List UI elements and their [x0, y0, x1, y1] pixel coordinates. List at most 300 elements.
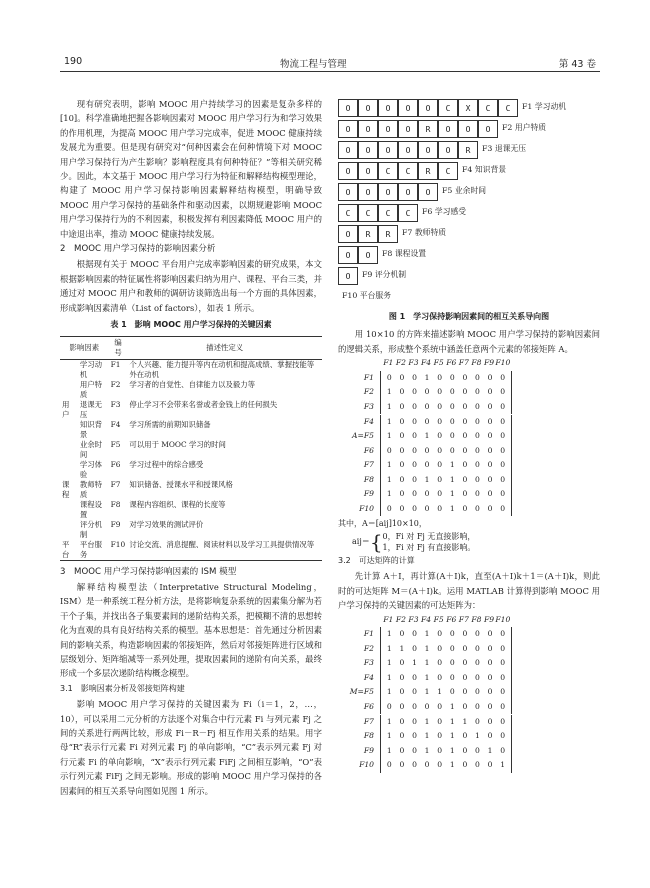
- matrix-row: [338, 729, 600, 744]
- matrix-row-label: F4: [363, 672, 374, 682]
- table-header-code: 编号: [109, 336, 128, 359]
- page-header: [60, 56, 600, 72]
- journal-name: 物流工程与管理: [280, 59, 347, 70]
- matrix-cell: 0: [475, 474, 480, 484]
- table-cell-desc: 学习所需的前期知识储备: [129, 419, 211, 429]
- matrix-cell: 0: [487, 401, 493, 411]
- table-cell-desc: 学习过程中的综合感受: [129, 459, 204, 469]
- matrix-cell: 1: [386, 716, 392, 726]
- matrix-row: [338, 744, 600, 759]
- table-header-factor: 影响因素: [60, 336, 109, 359]
- matrix-row: [338, 400, 600, 415]
- matrix-cell: 0: [462, 387, 468, 397]
- table-cell-desc: 知识储备、授课水平和授课风格: [129, 479, 233, 489]
- matrix-cell: 1: [424, 687, 430, 697]
- matrix-cell: 0: [475, 687, 480, 697]
- table-cell-code: F10: [110, 539, 126, 549]
- matrix-col-label: F6: [446, 358, 457, 368]
- table-row: [60, 520, 322, 540]
- matrix-cell: 0: [412, 629, 417, 639]
- matrix-cell: 0: [475, 702, 480, 712]
- matrix-cell: 0: [449, 629, 455, 639]
- matrix-col-label: F8: [471, 358, 482, 368]
- matrix-cell: 0: [462, 445, 468, 455]
- matrix-row: [338, 715, 600, 730]
- table-cell-group: 用户: [62, 399, 70, 419]
- matrix-row-label: F6: [363, 445, 374, 455]
- matrix-cell: 0: [412, 401, 417, 411]
- matrix-cell: 1: [449, 745, 455, 755]
- matrix-cell: 0: [437, 716, 443, 726]
- matrix-row-label: F2: [363, 387, 374, 397]
- matrix-cell: 0: [412, 431, 417, 441]
- table-row: [60, 440, 322, 460]
- matrix-cell: 0: [487, 702, 493, 712]
- matrix-row-label: F9: [363, 489, 374, 499]
- matrix-col-label: F9: [483, 358, 495, 368]
- matrix-col-label: F2: [395, 614, 406, 624]
- table-cell-group: [60, 380, 78, 400]
- matrix-col-label: F6: [446, 614, 457, 624]
- matrix-cell: 0: [386, 372, 392, 382]
- aij-case-0: 0，Fi 对 Fj 无直接影响，: [382, 531, 476, 541]
- table-cell-factor: 用户特质: [79, 379, 103, 399]
- ism-row: [338, 265, 600, 286]
- matrix-cell: 1: [462, 716, 468, 726]
- matrix-cell: 1: [386, 474, 392, 484]
- ism-cell: O: [378, 99, 398, 117]
- table-cell-group: [60, 440, 78, 460]
- matrix-cell: 0: [475, 643, 480, 653]
- ism-cell: C: [378, 204, 398, 222]
- table-cell-code: F7: [110, 479, 121, 489]
- ism-factor-label: F3 退课无压: [482, 144, 527, 154]
- ism-row: [338, 118, 600, 139]
- ism-relation-diagram: [338, 97, 600, 307]
- ism-row: [338, 223, 600, 244]
- ism-factor-label: F4 知识背景: [462, 165, 507, 175]
- matrix-cell: 0: [412, 504, 417, 514]
- matrix-cell: 0: [399, 504, 405, 514]
- matrix-row: [338, 502, 600, 517]
- matrix-cell: 0: [475, 760, 480, 770]
- table-row: [60, 540, 322, 561]
- matrix-cell: 0: [386, 760, 392, 770]
- ism-cell: O: [398, 99, 418, 117]
- matrix-cell: 0: [399, 731, 405, 741]
- matrix-cell: 1: [449, 474, 455, 484]
- matrix-cell: 0: [399, 687, 405, 697]
- matrix-col-label: F10: [495, 358, 511, 368]
- matrix-cell: 0: [475, 445, 480, 455]
- ism-cell: R: [458, 141, 478, 159]
- matrix-row-label: F8: [363, 731, 374, 741]
- matrix-row: [338, 671, 600, 686]
- table-cell-factor: 教师特质: [79, 479, 103, 499]
- matrix-row-label: F10: [359, 504, 374, 514]
- matrix-row-label: F9: [363, 745, 374, 755]
- matrix-cell: 1: [399, 643, 405, 653]
- matrix-cell: 1: [386, 643, 392, 653]
- ism-cell: O: [398, 120, 418, 138]
- matrix-cell: 1: [449, 760, 455, 770]
- section-3-2-paragraph: 先计算 A＋I，再计算(A＋I)k，直至(A＋I)k＋1＝(A＋I)k，则此时的可达矩阵 M＝(A＋I)k。运用 MATLAB 计算得到影响 MOOC 用户学习保持的关键因素的可达矩阵为：: [338, 571, 600, 611]
- table-cell-desc: 课程内容组织、课程的长度等: [129, 499, 226, 509]
- matrix-row: [338, 656, 600, 671]
- adjacency-matrix: [338, 356, 600, 516]
- matrix-cell: 0: [475, 416, 480, 426]
- matrix-row: [338, 642, 600, 657]
- matrix-col-label: F8: [471, 614, 482, 624]
- table-header-desc: 描述性定义: [127, 336, 322, 359]
- ism-cell: C: [498, 99, 518, 117]
- matrix-cell: 1: [424, 745, 430, 755]
- matrix-row-label: F7: [363, 716, 374, 726]
- figure-1-caption: 图 1 学习保持影响因素间的相互关系导向图: [388, 312, 550, 321]
- table-cell-code: F1: [110, 359, 121, 369]
- matrix-cell: 0: [424, 702, 430, 712]
- table-cell-factor: 学习动机: [79, 359, 103, 379]
- matrix-col-label: F7: [458, 614, 469, 624]
- matrix-cell: 0: [386, 504, 392, 514]
- matrix-cell: 1: [449, 702, 455, 712]
- matrix-row-label: F10: [359, 760, 374, 770]
- matrix-cell: 0: [449, 431, 455, 441]
- ism-cell: O: [338, 120, 358, 138]
- table-cell-desc: 停止学习不会带来名誉或者金钱上的任何损失: [129, 399, 278, 409]
- matrix-cell: 0: [437, 643, 443, 653]
- matrix-cell: 0: [462, 474, 468, 484]
- section-2-heading: 2 MOOC 用户学习保持的影响因素分析: [60, 244, 216, 255]
- matrix-row: [338, 685, 600, 700]
- matrix-row: [338, 371, 600, 386]
- matrix-row: [338, 758, 600, 773]
- matrix-cell: 1: [449, 460, 455, 470]
- matrix-cell: 1: [424, 731, 430, 741]
- matrix-cell: 0: [475, 431, 480, 441]
- ism-cell: R: [358, 225, 378, 243]
- table-cell-desc: 个人兴趣、能力提升等内在动机和提高成绩、掌握技能等外在动机: [129, 359, 315, 379]
- matrix-row-label: F1: [363, 629, 374, 639]
- matrix-col-label: F7: [458, 358, 469, 368]
- matrix-col-label: F4: [421, 614, 432, 624]
- matrix-cell: 0: [500, 643, 506, 653]
- matrix-row: [338, 385, 600, 400]
- aij-definition: aij＝ { 0，Fi 对 Fj 无直接影响， 1，Fi 对 Fj 有直接影响。: [352, 529, 476, 554]
- table-cell-factor: 学习体验: [79, 459, 103, 479]
- matrix-cell: 0: [386, 445, 392, 455]
- page-number: 190: [64, 56, 83, 67]
- matrix-cell: 0: [424, 445, 430, 455]
- ism-cell: R: [378, 225, 398, 243]
- matrix-col-label: F5: [433, 358, 444, 368]
- matrix-col-label: F5: [433, 614, 444, 624]
- matrix-row: [338, 429, 600, 444]
- matrix-cell: 1: [424, 372, 430, 382]
- matrix-row: [338, 458, 600, 473]
- ism-cell: O: [358, 183, 378, 201]
- ism-cell: O: [438, 141, 458, 159]
- ism-cell: O: [418, 141, 438, 159]
- matrix-cell: 0: [437, 460, 443, 470]
- matrix-cell: 0: [475, 387, 480, 397]
- matrix-cell: 1: [386, 489, 392, 499]
- matrix-cell: 0: [462, 504, 468, 514]
- matrix-cell: 0: [399, 387, 405, 397]
- matrix-row-label: F4: [363, 416, 374, 426]
- matrix-cell: 0: [437, 401, 443, 411]
- ism-factor-label: F6 学习感受: [422, 207, 467, 217]
- aij-label: aij＝: [352, 537, 370, 547]
- matrix-cell: 0: [412, 716, 417, 726]
- matrix-cell: 1: [386, 687, 392, 697]
- table-cell-group: [60, 359, 78, 380]
- matrix-cell: 0: [500, 401, 506, 411]
- matrix-cell: 0: [399, 629, 405, 639]
- matrix-cell: 0: [462, 658, 468, 668]
- matrix-cell: 0: [437, 702, 443, 712]
- matrix-col-label: F2: [395, 358, 406, 368]
- matrix-cell: 0: [475, 504, 480, 514]
- matrix-cell: 0: [500, 460, 506, 470]
- where-text: 其中，A＝[aij]10×10，: [338, 518, 427, 528]
- ism-cell: O: [438, 120, 458, 138]
- ism-factor-label: F8 课程设置: [382, 249, 427, 259]
- ism-row: [338, 286, 600, 307]
- matrix-cell: 0: [437, 629, 443, 639]
- ism-factor-label: F2 用户特质: [502, 123, 547, 133]
- matrix-cell: 1: [449, 504, 455, 514]
- right-column: [338, 97, 600, 773]
- table-cell-factor: 退课无压: [79, 399, 103, 419]
- matrix-cell: 0: [475, 745, 480, 755]
- matrix-row: [338, 627, 600, 642]
- ism-cell: C: [338, 204, 358, 222]
- ism-cell: O: [418, 99, 438, 117]
- matrix-cell: 0: [437, 731, 443, 741]
- matrix-cell: 0: [500, 658, 506, 668]
- table-cell-factor: 课程设置: [79, 499, 103, 519]
- matrix-row-label: F6: [363, 702, 374, 712]
- matrix-cell: 0: [487, 687, 493, 697]
- matrix-cell: 0: [399, 431, 405, 441]
- matrix-cell: 0: [437, 387, 443, 397]
- matrix-cell: 0: [462, 416, 468, 426]
- table-row: [60, 460, 322, 480]
- matrix-cell: 0: [462, 731, 468, 741]
- ism-cell: O: [338, 162, 358, 180]
- matrix-a-paragraph: 用 10×10 的方阵来描述影响 MOOC 用户学习保持的影响因素间的逻辑关系，形成整个系统中涵盖任意两个元素的邻接矩阵 A。: [338, 329, 600, 354]
- factors-table: [60, 336, 322, 561]
- matrix-cell: 0: [500, 672, 506, 682]
- table-cell-group: 课程: [62, 479, 70, 499]
- matrix-cell: 0: [500, 416, 506, 426]
- matrix-cell: 0: [424, 460, 430, 470]
- matrix-cell: 1: [475, 731, 480, 741]
- matrix-cell: 1: [424, 629, 430, 639]
- matrix-cell: 0: [487, 387, 493, 397]
- table-cell-desc: 可以用于 MOOC 学习的时间: [129, 439, 226, 449]
- matrix-col-label: F10: [495, 614, 511, 624]
- matrix-cell: 0: [500, 489, 506, 499]
- matrix-cell: 0: [462, 460, 468, 470]
- matrix-cell: 0: [412, 416, 417, 426]
- matrix-cell: 0: [462, 760, 468, 770]
- matrix-cell: 0: [462, 643, 468, 653]
- matrix-col-label: F9: [483, 614, 495, 624]
- matrix-row: [338, 473, 600, 488]
- matrix-cell: 0: [412, 372, 417, 382]
- matrix-cell: 0: [449, 372, 455, 382]
- matrix-cell: 1: [386, 387, 392, 397]
- ism-cell: O: [418, 183, 438, 201]
- matrix-row-label: F3: [363, 401, 374, 411]
- matrix-cell: 0: [462, 687, 468, 697]
- matrix-cell: 0: [437, 431, 443, 441]
- matrix-cell: 0: [399, 474, 405, 484]
- ism-cell: O: [358, 162, 378, 180]
- ism-cell: O: [338, 141, 358, 159]
- matrix-cell: 0: [424, 387, 430, 397]
- matrix-cell: 0: [424, 504, 430, 514]
- matrix-cell: 0: [399, 489, 405, 499]
- ism-cell: O: [378, 141, 398, 159]
- ism-cell: R: [418, 120, 438, 138]
- matrix-cell: 0: [412, 702, 417, 712]
- matrix-cell: 0: [462, 489, 468, 499]
- matrix-cell: 0: [437, 372, 443, 382]
- matrix-cell: 0: [475, 489, 480, 499]
- ism-cell: O: [358, 99, 378, 117]
- ism-cell: C: [438, 99, 458, 117]
- matrix-cell: 1: [386, 401, 392, 411]
- matrix-cell: 0: [399, 658, 405, 668]
- section-3-heading: 3 MOOC 用户学习保持影响因素的 ISM 模型: [60, 566, 237, 577]
- matrix-cell: 0: [475, 658, 480, 668]
- matrix-cell: 0: [500, 731, 506, 741]
- matrix-cell: 0: [449, 672, 455, 682]
- table-row: [60, 500, 322, 520]
- matrix-cell: 0: [399, 416, 405, 426]
- table-row: [60, 359, 322, 380]
- ism-factor-label: F9 评分机制: [362, 270, 407, 280]
- ism-cell: O: [338, 267, 358, 285]
- ism-cell: C: [358, 204, 378, 222]
- matrix-row-label: F5: [363, 431, 374, 441]
- table-cell-code: F4: [110, 419, 121, 429]
- matrix-cell: 0: [500, 687, 506, 697]
- matrix-cell: 0: [399, 460, 405, 470]
- matrix-cell: 1: [386, 731, 392, 741]
- matrix-cell: 0: [424, 416, 430, 426]
- section-3-2-heading: 3.2 可达矩阵的计算: [338, 555, 415, 565]
- matrix-cell: 0: [399, 372, 405, 382]
- matrix-name: A=: [352, 431, 364, 441]
- matrix-cell: 1: [449, 489, 455, 499]
- matrix-row-label: F7: [363, 460, 374, 470]
- matrix-cell: 0: [412, 687, 417, 697]
- ism-row: [338, 244, 600, 265]
- table-cell-factor: 知识背景: [79, 419, 103, 439]
- matrix-cell: 0: [487, 731, 493, 741]
- ism-row: [338, 181, 600, 202]
- matrix-cell: 0: [449, 401, 455, 411]
- matrix-cell: 0: [412, 460, 417, 470]
- matrix-cell: 0: [500, 702, 506, 712]
- matrix-row: [338, 700, 600, 715]
- matrix-cell: 0: [412, 745, 417, 755]
- table-cell-code: F8: [110, 499, 121, 509]
- matrix-cell: 1: [424, 672, 430, 682]
- section-3-1-paragraph: 影响 MOOC 用户学习保持的关键因素为 Fi（i＝1，2，…，10），可以采用二元分析的方法逐个对集合中行元素 Fi 与列元素 Fj 之间的关系进行两两比较，形成 Fi－R－Fj 相互作用关系的结果。用字母“R”表示行元素 Fi 对列元素 Fj 的单向影响，“C”表示列元素 Fj 对行元素 Fi 的单向影响，“X”表示行列元素 FiFj 之间相互影响，“O”表示行列元素 FiFj 之间无影响。形成的影响 MOOC 用户学习保持的各因素间的相互关系导向图如见图 1 所示。: [60, 699, 322, 796]
- matrix-cell: 0: [475, 716, 480, 726]
- matrix-cell: 1: [386, 416, 392, 426]
- ism-row: [338, 160, 600, 181]
- ism-cell: O: [338, 225, 358, 243]
- table-cell-desc: 学习者的自觉性、自律能力以及毅力等: [129, 379, 256, 389]
- matrix-cell: 0: [399, 445, 405, 455]
- table-cell-code: F2: [110, 379, 121, 389]
- ism-cell: X: [458, 99, 478, 117]
- matrix-cell: 0: [462, 431, 468, 441]
- table-row: [60, 480, 322, 500]
- matrix-cell: 0: [475, 401, 480, 411]
- matrix-cell: 0: [475, 672, 480, 682]
- ism-cell: O: [398, 141, 418, 159]
- matrix-cell: 0: [412, 474, 417, 484]
- matrix-cell: 0: [449, 687, 455, 697]
- matrix-cell: 0: [500, 716, 506, 726]
- ism-row: [338, 139, 600, 160]
- table-cell-group: [60, 460, 78, 480]
- matrix-cell: 0: [500, 387, 506, 397]
- matrix-cell: 1: [412, 658, 417, 668]
- ism-cell: O: [358, 246, 378, 264]
- matrix-row-label: F1: [363, 372, 374, 382]
- matrix-cell: 0: [399, 760, 405, 770]
- section-3-paragraph: 解释结构模型法（Interpretative Structural Modeling，ISM）是一种系统工程分析方法，是将影响复杂系统的因素集分解为若干个子集，并找出各子集要素间的递阶结构关系，把模糊不清的思想转化为直观的具有良好结构关系的模型。基本思想是：首先通过分析因素间的影响关系，构造影响因素的邻接矩阵，然后对邻接矩阵进行区域和层级划分、矩阵缩减等一系列处理，提取因素间的递阶有向关系，最终形成一个多层次递阶结构概念模型。: [60, 581, 322, 679]
- ism-cell: O: [358, 120, 378, 138]
- table-cell-factor: 平台服务: [79, 539, 103, 559]
- matrix-cell: 0: [487, 629, 493, 639]
- ism-cell: O: [338, 99, 358, 117]
- matrix-cell: 0: [386, 702, 392, 712]
- matrix-col-label: F1: [383, 358, 394, 368]
- aij-case-1: 1，Fi 对 Fj 有直接影响。: [382, 542, 476, 552]
- matrix-cell: 1: [449, 716, 455, 726]
- matrix-cell: 1: [424, 431, 430, 441]
- matrix-row: [338, 414, 600, 429]
- ism-cell: R: [418, 162, 438, 180]
- matrix-row-label: F8: [363, 474, 374, 484]
- table-cell-group: [60, 500, 78, 520]
- matrix-cell: 0: [412, 760, 417, 770]
- table-cell-code: F9: [110, 519, 121, 529]
- matrix-col-label: F3: [408, 614, 419, 624]
- table-cell-group: 平台: [62, 539, 70, 559]
- matrix-cell: 0: [462, 745, 468, 755]
- matrix-cell: 0: [487, 431, 493, 441]
- matrix-name: M=: [349, 687, 364, 697]
- matrix-cell: 0: [487, 760, 493, 770]
- ism-cell: O: [338, 246, 358, 264]
- table-row: [60, 420, 322, 440]
- table-cell-code: F6: [110, 459, 121, 469]
- intro-paragraph: 现有研究表明，影响 MOOC 用户持续学习的因素是复杂多样的[10]。科学准确地把握各影响因素对 MOOC 用户学习行为和学习效果的作用机理，为提高 MOOC 用户学习完成率，促进 MOOC 健康持续发展尤为重要。但是现有研究对“何种因素会在何种情境下对 MOOC 用户学习保持行为产生影响？影响程度具有何种特征？”等相关研究稀少。因此，本文基于 MOOC 用户学习行为特征和解释结构模型理论，构建了 MOOC 用户学习保持影响因素解释结构模型，明确导致 MOOC 用户学习保持的基础条件和驱动因素，以期规避影响 MOOC 用户学习保持行为的不利因素，积极发挥有利因素降低 MOOC 用户的中途退出率，推动 MOOC 健康持续发展。: [60, 99, 322, 239]
- ism-cell: O: [338, 183, 358, 201]
- ism-cell: O: [378, 183, 398, 201]
- matrix-row-label: F5: [363, 687, 374, 697]
